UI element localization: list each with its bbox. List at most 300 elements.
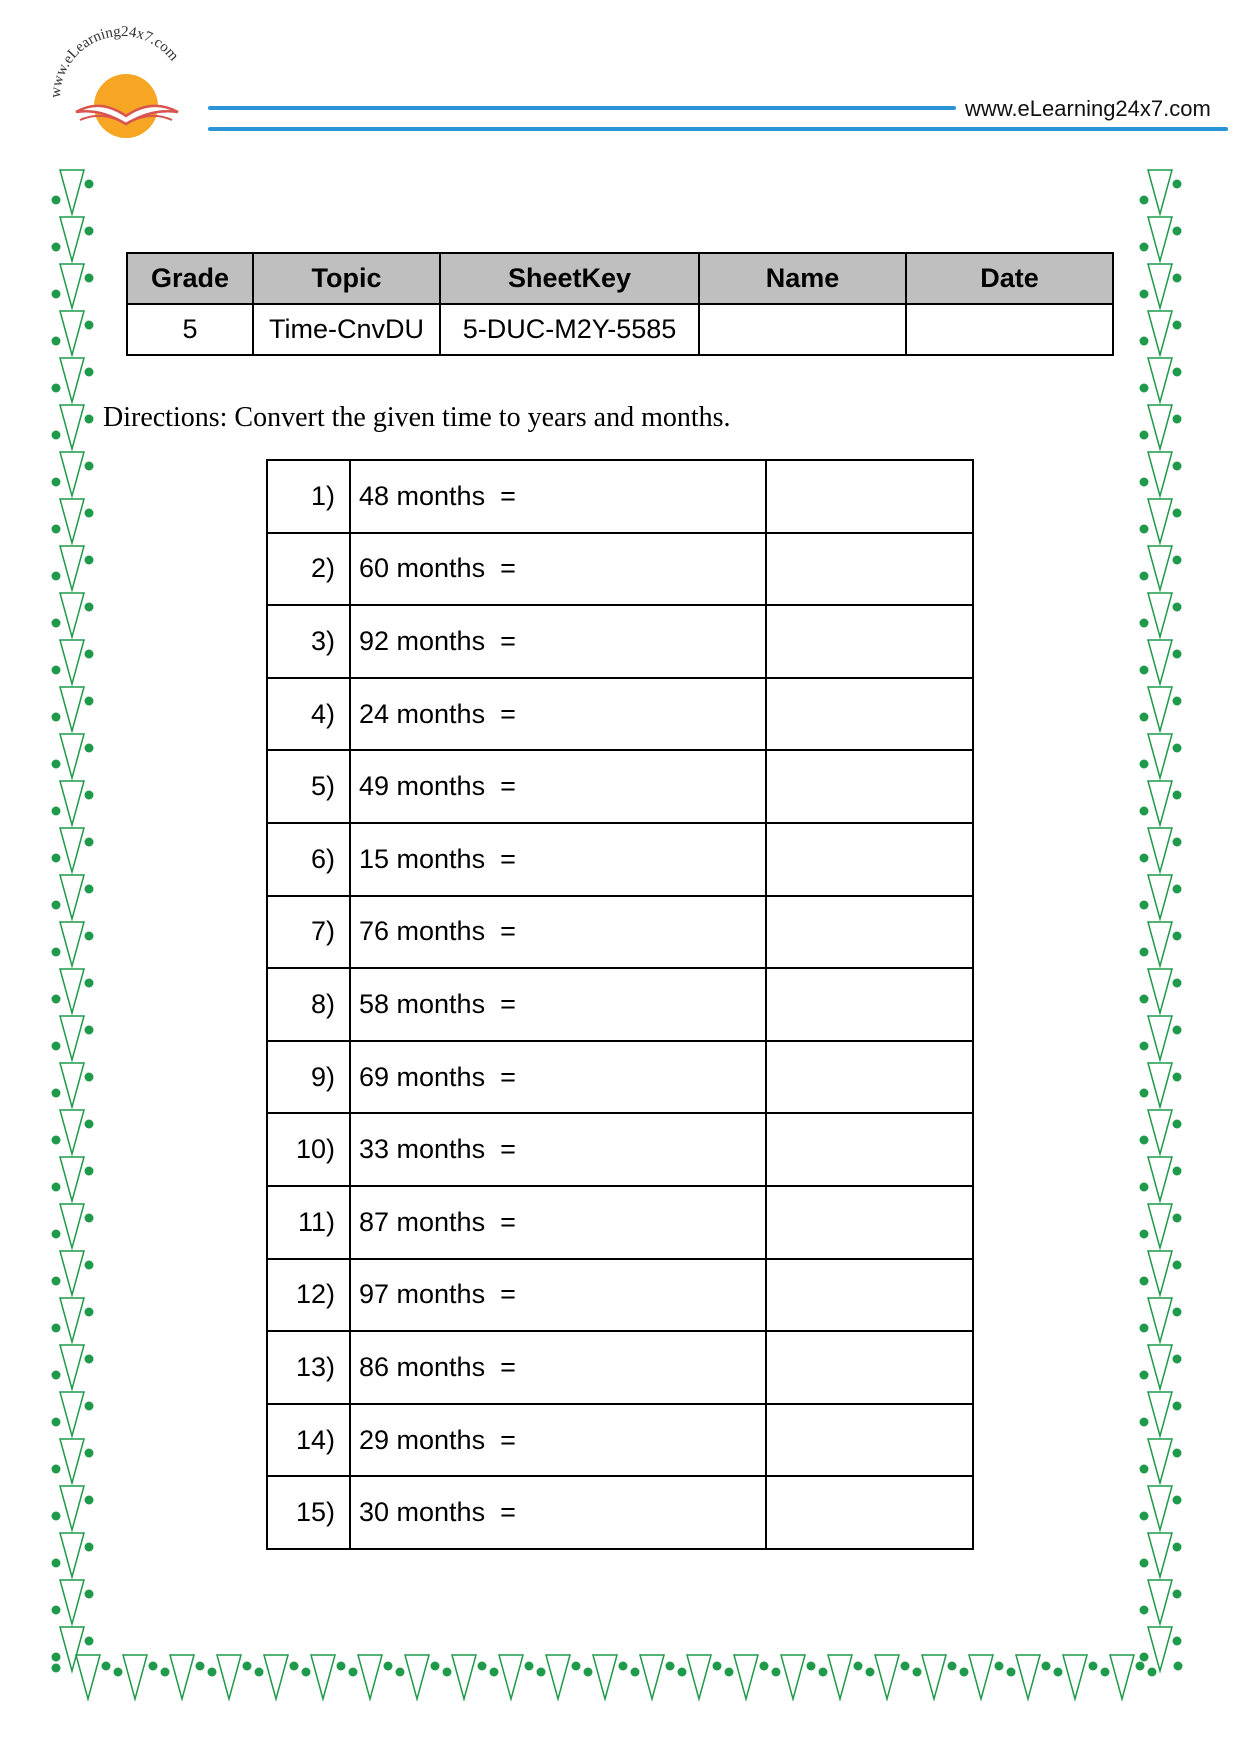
name-field[interactable]: [699, 304, 906, 355]
border-dot: [85, 1214, 94, 1223]
border-triangle: [60, 1110, 84, 1154]
border-dot: [52, 431, 61, 440]
border-dot: [819, 1668, 828, 1677]
border-triangle: [1148, 781, 1172, 825]
border-dot: [1140, 431, 1149, 440]
border-dot: [52, 1183, 61, 1192]
border-dot: [1173, 462, 1182, 471]
border-dot: [85, 1120, 94, 1129]
border-triangle: [1148, 499, 1172, 543]
border-dot: [384, 1662, 393, 1671]
border-dot: [149, 1662, 158, 1671]
border-triangle: [1148, 405, 1172, 449]
border-dot: [572, 1662, 581, 1671]
border-dot: [85, 1308, 94, 1317]
border-dot: [1140, 1324, 1149, 1333]
border-triangle: [1063, 1655, 1087, 1699]
border-dot: [1140, 478, 1149, 487]
border-dot: [52, 666, 61, 675]
border-dot: [913, 1668, 922, 1677]
question-row: [267, 1186, 973, 1259]
border-triangle: [1148, 687, 1172, 731]
border-dot: [161, 1668, 170, 1677]
answer-box[interactable]: [766, 823, 973, 896]
border-dot: [631, 1668, 640, 1677]
border-triangle: [217, 1655, 241, 1699]
border-triangle: [1148, 640, 1172, 684]
border-dot: [302, 1668, 311, 1677]
border-triangle: [60, 1157, 84, 1201]
border-dot: [431, 1662, 440, 1671]
border-triangle: [60, 781, 84, 825]
border-triangle: [123, 1655, 147, 1699]
border-dot: [1173, 1073, 1182, 1082]
border-dot: [85, 1496, 94, 1505]
border-dot: [85, 791, 94, 800]
border-dot: [52, 1559, 61, 1568]
border-triangle: [60, 734, 84, 778]
border-triangle: [640, 1655, 664, 1699]
answer-box[interactable]: [766, 678, 973, 751]
border-triangle: [60, 1392, 84, 1436]
border-triangle: [1148, 217, 1172, 261]
question-number: 4): [267, 678, 350, 751]
border-dot: [1174, 1662, 1183, 1671]
question-number: 14): [267, 1404, 350, 1477]
border-dot: [85, 462, 94, 471]
border-dot: [1173, 1543, 1182, 1552]
sheetkey-value: 5-DUC-M2Y-5585: [440, 304, 699, 355]
border-dot: [619, 1662, 628, 1671]
border-triangle: [1148, 1345, 1172, 1389]
border-dot: [85, 1073, 94, 1082]
border-dot: [1140, 1042, 1149, 1051]
border-dot: [1173, 838, 1182, 847]
border-dot: [1173, 227, 1182, 236]
border-dot: [52, 1324, 61, 1333]
border-triangle: [60, 546, 84, 590]
question-row: [267, 678, 973, 751]
border-triangle: [452, 1655, 476, 1699]
border-dot: [725, 1668, 734, 1677]
border-dot: [85, 1637, 94, 1646]
question-row: [267, 460, 973, 533]
question-number: 7): [267, 896, 350, 969]
question-expression: 49 months =: [350, 750, 766, 823]
question-number: 9): [267, 1041, 350, 1114]
border-triangle: [60, 1204, 84, 1248]
border-dot: [85, 227, 94, 236]
date-field[interactable]: [906, 304, 1113, 355]
question-expression: 60 months =: [350, 533, 766, 606]
border-dot: [1173, 509, 1182, 518]
border-dot: [1173, 932, 1182, 941]
border-triangle: [60, 264, 84, 308]
border-triangle: [1110, 1655, 1134, 1699]
border-dot: [854, 1662, 863, 1671]
border-dot: [52, 901, 61, 910]
question-row: [267, 1113, 973, 1186]
answer-box[interactable]: [766, 968, 973, 1041]
border-triangle: [1148, 1580, 1172, 1624]
questions-table: [266, 459, 974, 1550]
border-triangle: [687, 1655, 711, 1699]
border-triangle: [1148, 1016, 1172, 1060]
border-dot: [52, 525, 61, 534]
border-dot: [255, 1668, 264, 1677]
border-triangle: [1148, 593, 1172, 637]
border-dot: [290, 1662, 299, 1671]
question-row: [267, 1259, 973, 1332]
question-number: 2): [267, 533, 350, 606]
info-header-row: [127, 253, 1113, 304]
question-expression: 33 months =: [350, 1113, 766, 1186]
border-dot: [1140, 525, 1149, 534]
border-dot: [1173, 321, 1182, 330]
border-dot: [901, 1662, 910, 1671]
border-dot: [243, 1662, 252, 1671]
question-row: [267, 533, 973, 606]
border-triangle: [1148, 1204, 1172, 1248]
border-triangle: [546, 1655, 570, 1699]
question-number: 6): [267, 823, 350, 896]
question-row: [267, 968, 973, 1041]
border-triangle: [734, 1655, 758, 1699]
question-number: 3): [267, 605, 350, 678]
worksheet-info-table: [126, 252, 1114, 356]
border-triangle: [60, 1439, 84, 1483]
border-dot: [1089, 1662, 1098, 1671]
question-expression: 58 months =: [350, 968, 766, 1041]
border-dot: [85, 603, 94, 612]
border-triangle: [60, 1251, 84, 1295]
border-dot: [52, 1418, 61, 1427]
border-dot: [85, 838, 94, 847]
question-expression: 92 months =: [350, 605, 766, 678]
border-triangle: [1148, 546, 1172, 590]
border-triangle: [1148, 1486, 1172, 1530]
border-triangle: [1148, 1157, 1172, 1201]
border-triangle: [60, 1627, 84, 1671]
border-dot: [666, 1662, 675, 1671]
question-row: [267, 896, 973, 969]
question-row: [267, 605, 973, 678]
border-dot: [1140, 1277, 1149, 1286]
border-dot: [995, 1662, 1004, 1671]
answer-box[interactable]: [766, 1113, 973, 1186]
answer-box[interactable]: [766, 533, 973, 606]
elearning-logo: [40, 20, 220, 150]
border-triangle: [60, 828, 84, 872]
border-dot: [1173, 1308, 1182, 1317]
answer-box[interactable]: [766, 1259, 973, 1332]
border-triangle: [311, 1655, 335, 1699]
border-dot: [1173, 1590, 1182, 1599]
border-triangle: [170, 1655, 194, 1699]
border-triangle: [1148, 1627, 1172, 1671]
border-triangle: [1148, 922, 1172, 966]
question-expression: 15 months =: [350, 823, 766, 896]
border-dot: [52, 1512, 61, 1521]
border-dot: [1140, 1512, 1149, 1521]
border-dot: [1140, 619, 1149, 628]
border-dot: [85, 1402, 94, 1411]
border-dot: [1173, 274, 1182, 283]
border-dot: [1140, 854, 1149, 863]
sheetkey-header: SheetKey: [440, 253, 699, 304]
question-expression: 97 months =: [350, 1259, 766, 1332]
border-dot: [1173, 1167, 1182, 1176]
question-row: [267, 1476, 973, 1549]
border-dot: [52, 196, 61, 205]
question-row: [267, 1041, 973, 1114]
border-dot: [1140, 1089, 1149, 1098]
answer-box[interactable]: [766, 1186, 973, 1259]
border-dot: [52, 1089, 61, 1098]
border-dot: [1140, 572, 1149, 581]
border-dot: [52, 854, 61, 863]
border-dot: [1173, 1026, 1182, 1035]
border-triangle: [1148, 264, 1172, 308]
border-triangle: [60, 499, 84, 543]
question-expression: 87 months =: [350, 1186, 766, 1259]
border-dot: [1140, 807, 1149, 816]
border-dot: [1173, 180, 1182, 189]
border-dot: [85, 744, 94, 753]
border-triangle: [60, 922, 84, 966]
border-triangle: [1148, 1110, 1172, 1154]
border-dot: [866, 1668, 875, 1677]
border-dot: [443, 1668, 452, 1677]
border-dot: [713, 1662, 722, 1671]
border-triangle: [1148, 828, 1172, 872]
border-dot: [52, 760, 61, 769]
border-dot: [85, 1167, 94, 1176]
border-dot: [1140, 1559, 1149, 1568]
directions-text: Directions: Convert the given time to years and months.: [103, 402, 731, 433]
border-dot: [52, 1653, 61, 1662]
question-expression: 30 months =: [350, 1476, 766, 1549]
info-value-row: [127, 304, 1113, 355]
border-triangle: [60, 1345, 84, 1389]
question-expression: 76 months =: [350, 896, 766, 969]
border-dot: [85, 1261, 94, 1270]
border-dot: [52, 1606, 61, 1615]
border-dot: [52, 1465, 61, 1474]
grade-value: 5: [127, 304, 253, 355]
border-dot: [52, 1277, 61, 1286]
border-dot: [1173, 1261, 1182, 1270]
border-dot: [85, 1590, 94, 1599]
border-dot: [1140, 760, 1149, 769]
border-triangle: [1148, 452, 1172, 496]
border-triangle: [60, 311, 84, 355]
border-triangle: [60, 217, 84, 261]
border-dot: [52, 572, 61, 581]
border-dot: [1007, 1668, 1016, 1677]
border-dot: [52, 1136, 61, 1145]
border-dot: [85, 697, 94, 706]
border-dot: [1173, 415, 1182, 424]
border-triangle: [60, 1580, 84, 1624]
border-dot: [85, 932, 94, 941]
border-dot: [52, 337, 61, 346]
header-rule-top: [208, 106, 956, 110]
question-row: [267, 823, 973, 896]
answer-box[interactable]: [766, 1331, 973, 1404]
border-triangle: [499, 1655, 523, 1699]
border-triangle: [1148, 1439, 1172, 1483]
border-dot: [490, 1668, 499, 1677]
border-dot: [1140, 1653, 1149, 1662]
border-triangle: [1148, 1298, 1172, 1342]
question-expression: 48 months =: [350, 460, 766, 533]
border-triangle: [1148, 734, 1172, 778]
border-dot: [1140, 196, 1149, 205]
border-triangle: [828, 1655, 852, 1699]
border-dot: [85, 1026, 94, 1035]
border-dot: [52, 1664, 61, 1673]
question-row: [267, 1331, 973, 1404]
border-dot: [52, 713, 61, 722]
border-dot: [85, 650, 94, 659]
border-dot: [525, 1662, 534, 1671]
site-url: www.eLearning24x7.com: [965, 96, 1211, 121]
border-dot: [1140, 1183, 1149, 1192]
border-dot: [85, 979, 94, 988]
border-dot: [1173, 603, 1182, 612]
border-triangle: [1148, 1533, 1172, 1577]
border-dot: [85, 321, 94, 330]
border-dot: [52, 1371, 61, 1380]
border-dot: [337, 1662, 346, 1671]
border-dot: [478, 1662, 487, 1671]
border-dot: [772, 1668, 781, 1677]
border-triangle: [405, 1655, 429, 1699]
border-dot: [1173, 1214, 1182, 1223]
border-triangle: [60, 452, 84, 496]
border-dot: [85, 1355, 94, 1364]
border-dot: [52, 478, 61, 487]
border-dot: [52, 995, 61, 1004]
border-dot: [1140, 1371, 1149, 1380]
border-triangle: [60, 593, 84, 637]
border-triangle: [60, 1486, 84, 1530]
border-dot: [1173, 368, 1182, 377]
border-dot: [102, 1662, 111, 1671]
answer-box[interactable]: [766, 750, 973, 823]
question-expression: 86 months =: [350, 1331, 766, 1404]
border-dot: [1173, 1637, 1182, 1646]
border-dot: [1173, 1449, 1182, 1458]
border-dot: [1173, 1402, 1182, 1411]
border-dot: [349, 1668, 358, 1677]
border-dot: [1140, 666, 1149, 675]
border-dot: [85, 368, 94, 377]
answer-box[interactable]: [766, 1041, 973, 1114]
question-row: [267, 750, 973, 823]
topic-header: Topic: [253, 253, 440, 304]
border-dot: [1140, 384, 1149, 393]
answer-box[interactable]: [766, 460, 973, 533]
border-dot: [1140, 713, 1149, 722]
question-number: 12): [267, 1259, 350, 1332]
border-dot: [537, 1668, 546, 1677]
border-dot: [52, 290, 61, 299]
border-triangle: [60, 1533, 84, 1577]
border-dot: [85, 415, 94, 424]
border-dot: [1140, 337, 1149, 346]
border-triangle: [76, 1655, 100, 1699]
question-number: 10): [267, 1113, 350, 1186]
header-rule-bottom: [208, 127, 1228, 131]
border-triangle: [60, 1016, 84, 1060]
border-dot: [678, 1668, 687, 1677]
border-dot: [85, 509, 94, 518]
border-dot: [1140, 901, 1149, 910]
border-dot: [52, 619, 61, 628]
border-dot: [52, 1230, 61, 1239]
svg-text:www.eLearning24x7.com: www.eLearning24x7.com: [47, 23, 182, 99]
border-triangle: [1148, 1392, 1172, 1436]
border-triangle: [1148, 358, 1172, 402]
question-number: 15): [267, 1476, 350, 1549]
border-dot: [1173, 556, 1182, 565]
question-expression: 24 months =: [350, 678, 766, 751]
border-triangle: [875, 1655, 899, 1699]
border-dot: [1173, 979, 1182, 988]
answer-box[interactable]: [766, 1404, 973, 1477]
border-dot: [52, 243, 61, 252]
border-triangle: [1148, 311, 1172, 355]
border-triangle: [60, 358, 84, 402]
border-dot: [1173, 1496, 1182, 1505]
border-dot: [85, 180, 94, 189]
border-dot: [1173, 1355, 1182, 1364]
border-triangle: [1148, 1063, 1172, 1107]
answer-box[interactable]: [766, 896, 973, 969]
border-dot: [1140, 948, 1149, 957]
border-dot: [1140, 1606, 1149, 1615]
border-triangle: [969, 1655, 993, 1699]
border-dot: [1140, 1418, 1149, 1427]
answer-box[interactable]: [766, 605, 973, 678]
border-dot: [960, 1668, 969, 1677]
question-number: 5): [267, 750, 350, 823]
border-dot: [208, 1668, 217, 1677]
border-triangle: [1148, 1251, 1172, 1295]
border-dot: [1140, 1230, 1149, 1239]
border-dot: [396, 1668, 405, 1677]
border-dot: [52, 807, 61, 816]
border-triangle: [60, 405, 84, 449]
border-dot: [1173, 1120, 1182, 1129]
question-number: 13): [267, 1331, 350, 1404]
border-dot: [1136, 1662, 1145, 1671]
question-expression: 29 months =: [350, 1404, 766, 1477]
border-dot: [1173, 650, 1182, 659]
border-triangle: [1148, 875, 1172, 919]
answer-box[interactable]: [766, 1476, 973, 1549]
border-triangle: [1148, 170, 1172, 214]
border-dot: [52, 948, 61, 957]
name-header: Name: [699, 253, 906, 304]
border-dot: [1140, 243, 1149, 252]
border-triangle: [264, 1655, 288, 1699]
border-triangle: [593, 1655, 617, 1699]
question-row: [267, 1404, 973, 1477]
question-number: 8): [267, 968, 350, 1041]
